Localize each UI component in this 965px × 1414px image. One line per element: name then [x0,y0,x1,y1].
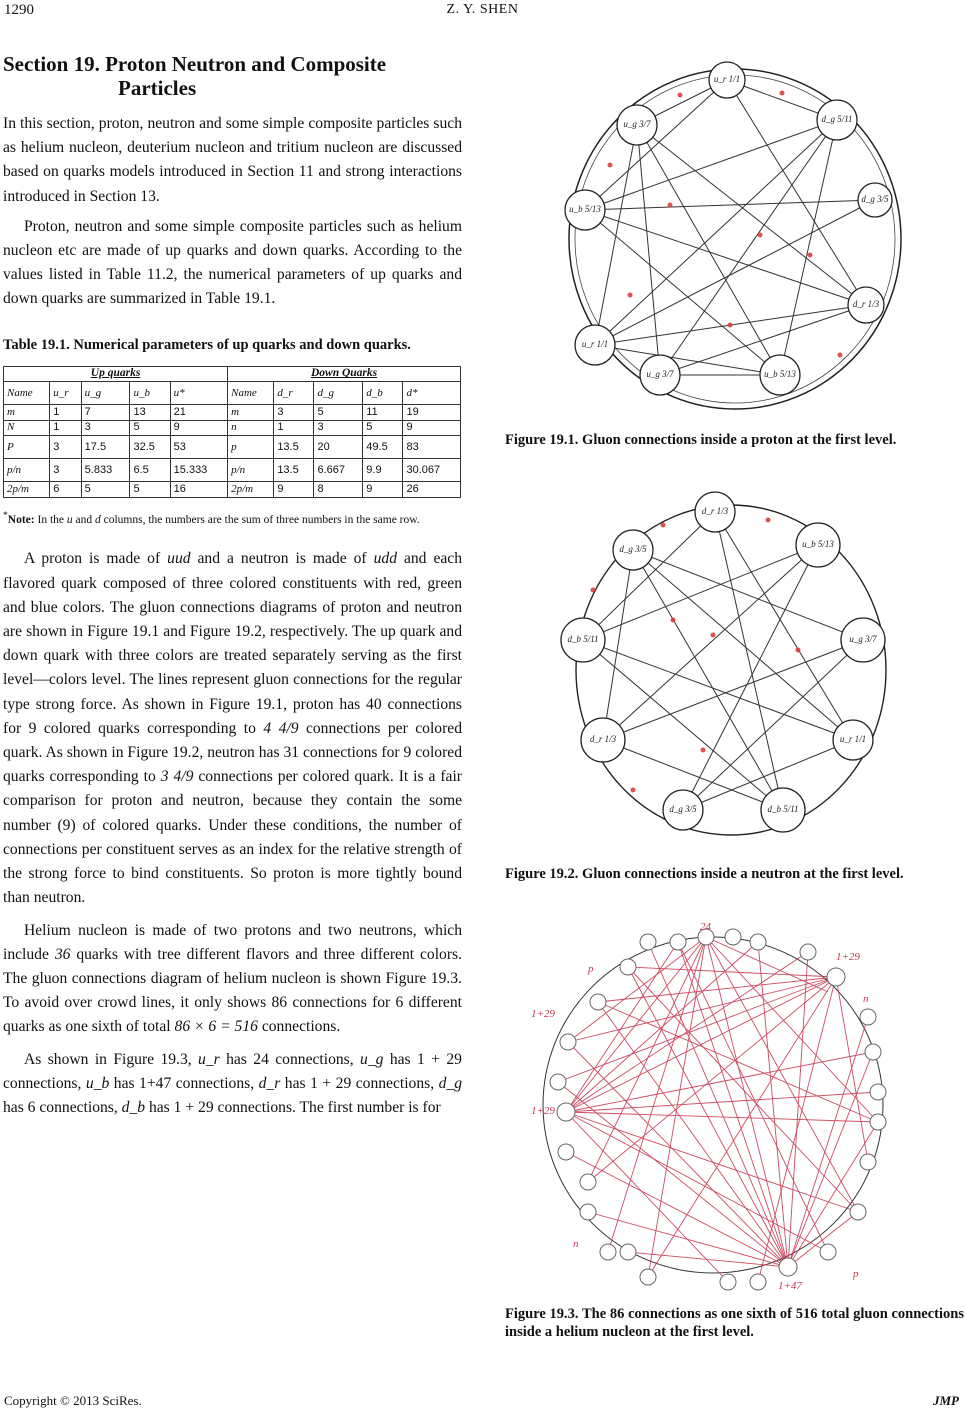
table-cell: 5 [130,482,170,498]
table-cell: 53 [170,436,227,459]
text-run: has 1 + 29 connections, [3,1050,462,1092]
math-dr: d_r [258,1074,281,1092]
table-cell: 3 [274,405,314,421]
down-quarks-header: Down Quarks [228,366,461,382]
table-caption: Table 19.1. Numerical parameters of up quarks and down quarks. [3,336,411,353]
node-label: d_r 1/3 [589,734,617,744]
node-label: u_g 3/7 [646,369,674,379]
text-run: has 1+47 connections, [113,1074,255,1092]
table-cell: 13.5 [274,436,314,459]
text-run: As shown in Figure 19.3, [24,1050,192,1068]
node-label: u_r 1/1 [713,74,741,84]
math-equation: 86 × 6 = 516 [174,1018,258,1036]
table-cell: 1 [50,420,81,436]
math-dg: d_g [438,1074,463,1092]
table-cell: 16 [170,482,227,498]
table-cell: 9 [170,420,227,436]
diagram-label: p [853,1268,859,1280]
table-cell: 6.5 [130,459,170,482]
running-header-author: Z. Y. SHEN [446,2,519,17]
diagram-label: p [588,963,594,975]
text-run: has 1 + 29 connections. The first number is for [148,1098,441,1116]
table-cell: 49.5 [363,436,403,459]
node-label: d_g 3/5 [861,194,889,204]
node-label: u_b 5/13 [764,369,796,379]
col-header: d* [403,382,461,405]
math-ug: u_g [360,1050,384,1068]
text-run: connections per colored quark. It is a fair comparison for proton and neutron, because they contain the some number (9) of colored quarks. Under these conditions, the number of connections per constituent serves as an index for the relative strength of the strong force to bind constituents. So proton is more tightly bound than neutron. [3,768,462,907]
text-run: has 24 connections, [226,1050,354,1068]
col-header: d_g [314,382,363,405]
quark-table [3,366,461,498]
node-label: u_b 5/13 [569,204,601,214]
table-row [4,405,461,421]
text-run: and each flavored quark composed of three colored constituents with red, green and blue colors. The gluon connections diagrams of proton and neutron are shown in Figure 19.1 and Figure 19.2, respectively. The up quark and down quark with three colors are treated separately serving as the first level—colors level. The lines represent gluon connections for the regular type strong force. As shown in Figure 19.1, proton has 40 connections for 9 colored quarks corresponding to [3,550,463,737]
page-number: 1290 [4,2,34,18]
table-cell: 3 [81,420,130,436]
table-header-row [4,366,461,382]
table-cell: 1 [274,420,314,436]
col-header: u_b [130,382,170,405]
note-text: and [75,513,93,526]
node-label: d_b 5/11 [567,634,599,644]
diagram-label: 24 [700,922,711,933]
math-uud: uud [167,550,191,568]
table-cell: 2p/m [4,482,50,498]
node-label: d_g 5/11 [821,114,853,124]
table-cell: 5.833 [81,459,130,482]
node-label: u_g 3/7 [849,634,877,644]
table-row [4,436,461,459]
node-label: d_r 1/3 [852,299,880,309]
col-header: u_g [81,382,130,405]
paragraph-figure-19-3 [3,1048,462,1121]
diagram-label: 1+29 [531,1105,555,1117]
table-cell: 83 [403,436,461,459]
math-ub: u_b [85,1074,110,1092]
math-ur: u_r [198,1050,220,1068]
figure-19-1-caption: Figure 19.1. Gluon connections inside a proton at the first level. [505,432,897,448]
diagram-label: n [863,993,869,1005]
table-cell: p/n [228,459,274,482]
paragraph-composite: Proton, neutron and some simple composite particles such as helium nucleon etc are made of up quarks and down quarks. According to the values listed in Table 11.2, the numerical parameters of up quarks and down quarks are summarized in Table 19.1. [3,217,462,308]
col-header: u* [170,382,227,405]
table-cell: 17.5 [81,436,130,459]
table-cell: 26 [403,482,461,498]
figure-19-3-caption: Figure 19.3. The 86 connections as one sixth of 516 total gluon connections inside a helium nucleon at the first level. [505,1306,964,1340]
node-label: u_r 1/1 [839,734,867,744]
table-cell: 15.333 [170,459,227,482]
paragraph-proton-neutron [3,547,462,910]
diagram-label: 1+29 [531,1008,555,1020]
col-header: u_r [50,382,81,405]
table-cell: 20 [314,436,363,459]
footer-journal: JMP [933,1393,959,1408]
diagram-label: n [573,1238,579,1250]
text-run: connections per colored quark. As shown in Figure 19.2, neutron has 31 connections for 9 colored quarks corresponding to [3,719,462,786]
up-quarks-header: Up quarks [4,366,228,382]
node-label: d_g 3/5 [669,804,697,814]
math-db: d_b [121,1098,146,1116]
table-cell: 9 [403,420,461,436]
col-header: Name [4,382,50,405]
node-label: d_g 3/5 [619,544,647,554]
table-cell: p/n [4,459,50,482]
table-cell: p [228,436,274,459]
table-row [4,482,461,498]
table-cell: 5 [130,420,170,436]
section-title-line2: Particles [118,76,197,100]
table-cell: 2p/m [228,482,274,498]
table-cell: 5 [363,420,403,436]
left-column [3,52,462,1120]
diagram-label: 1+47 [778,1280,802,1292]
table-cell: N [4,420,50,436]
table-cell: 7 [81,405,130,421]
math-fraction-1: 4 4/9 [263,719,299,737]
text-run: has 6 connections, [3,1098,118,1116]
node-label: u_g 3/7 [623,119,651,129]
node-label: u_b 5/13 [802,539,834,549]
figure-19-2-caption: Figure 19.2. Gluon connections inside a neutron at the first level. [505,866,904,882]
text-run: Helium nucleon is made of two protons and two neutrons, which include [3,921,462,963]
math-fraction-2: 3 4/9 [160,768,194,786]
table-cell: 13.5 [274,459,314,482]
table-cell: 9 [363,482,403,498]
table-cell: 32.5 [130,436,170,459]
node-label: u_r 1/1 [581,339,609,349]
text-run: has 1 + 29 connections, [284,1074,435,1092]
note-d: d [95,513,101,526]
table-cell: P [4,436,50,459]
table-cell: 11 [363,405,403,421]
diagram-label: 1+29 [836,951,860,963]
table-cell: 3 [314,420,363,436]
table-cell: 1 [50,405,81,421]
figure-19-1-proton-diagram [550,55,915,417]
node-label: d_r 1/3 [701,506,729,516]
text-run: quarks with tree different flavors and three different colors. The gluon connections diagram of helium nucleon is shown Figure 19.3. To avoid over crowd lines, it only shows 86 connections for 6 different quarks as one sixth of total [3,945,462,1036]
table-cell: 5 [81,482,130,498]
section-title [3,52,462,100]
section-title-line1: Section 19. Proton Neutron and Composite [3,52,387,76]
col-header: Name [228,382,274,405]
table-cell: 9.9 [363,459,403,482]
math-36: 36 [54,945,71,963]
note-label: Note: [7,513,35,526]
table-row [4,420,461,436]
col-header: d_b [363,382,403,405]
table-row [4,459,461,482]
table-cell: 8 [314,482,363,498]
table-cell: 3 [50,459,81,482]
paragraph-helium [3,919,462,1040]
math-udd: udd [373,550,397,568]
table-cell: 3 [50,436,81,459]
table-cell: 6.667 [314,459,363,482]
figure-19-2-neutron-diagram [553,490,913,848]
table-note: *Note: In the u and d columns, the numbers are the sum of three numbers in the same row. [3,509,420,526]
table-column-headers [4,382,461,405]
node-label: d_b 5/11 [767,804,799,814]
footer-copyright: Copyright © 2013 SciRes. [4,1393,142,1408]
table-cell: m [4,405,50,421]
table-cell: 21 [170,405,227,421]
note-text: columns, the numbers are the sum of three numbers in the same row. [103,513,420,526]
note-text: In the [37,513,65,526]
text-run: A proton is made of [24,550,161,568]
text-run: and a neutron is made of [197,550,367,568]
table-cell: 30.067 [403,459,461,482]
figure-19-3-helium-diagram [528,922,898,1292]
table-cell: n [228,420,274,436]
table-cell: 13 [130,405,170,421]
table-cell: 19 [403,405,461,421]
col-header: d_r [274,382,314,405]
text-run: connections. [261,1018,341,1036]
table-cell: 6 [50,482,81,498]
table-cell: 9 [274,482,314,498]
table-cell: 5 [314,405,363,421]
paragraph-intro: In this section, proton, neutron and some simple composite particles such as helium nucleon, deuterium nucleon and tritium nucleon are discussed based on quarks models introduced in Section 11 and strong interactions introduced in Section 13. [3,115,462,205]
note-u: u [66,513,73,526]
table-cell: m [228,405,274,421]
